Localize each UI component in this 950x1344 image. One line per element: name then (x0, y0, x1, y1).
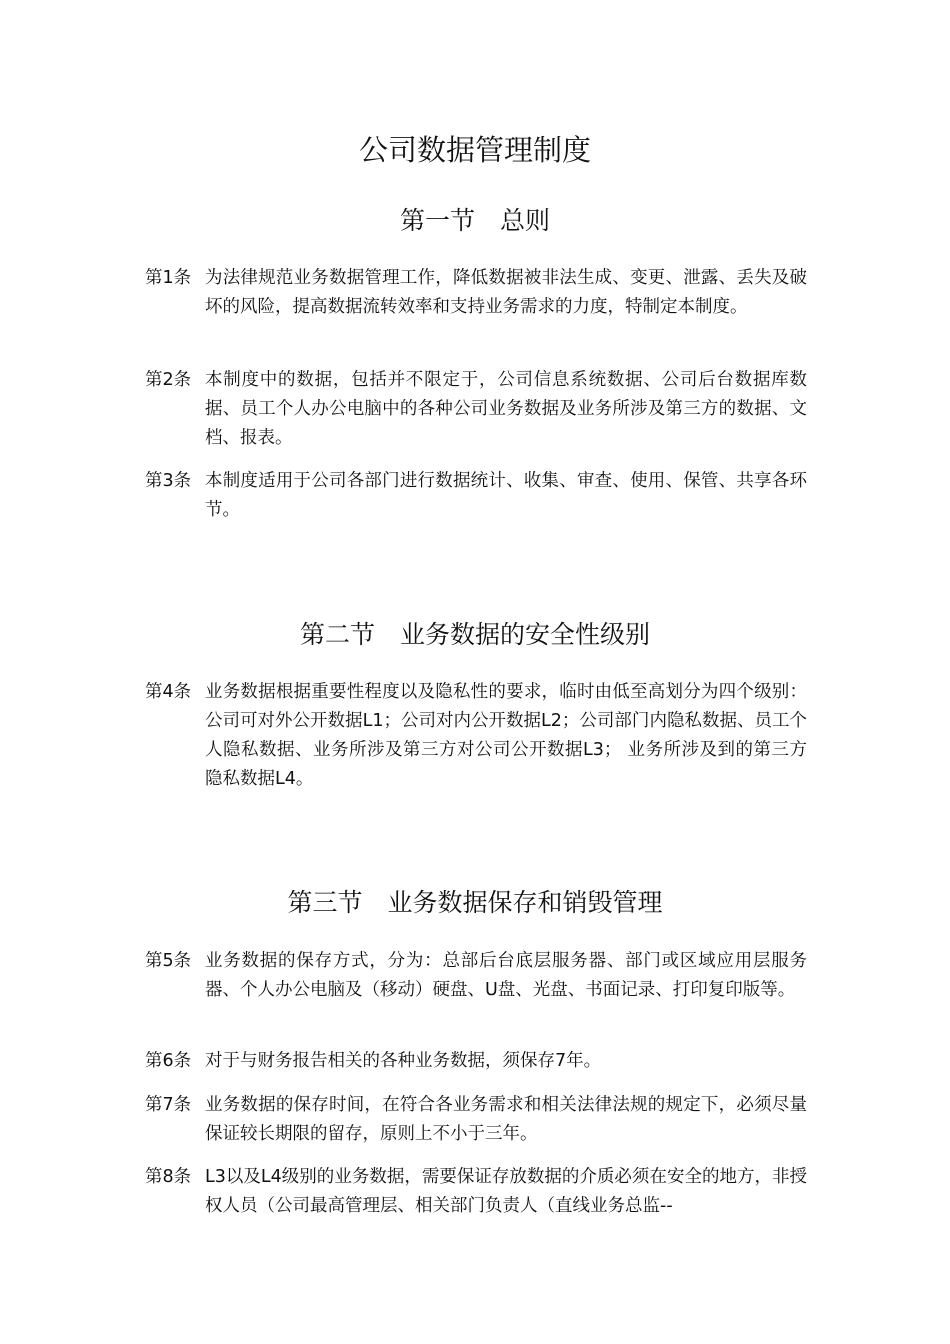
section-heading-3: 第三节 业务数据保存和销毁管理 (287, 888, 663, 917)
article-1 (145, 264, 807, 322)
article-number: 第8条 (145, 1167, 192, 1187)
article-text: 本制度中的数据，包括并不限定于，公司信息系统数据、公司后台数据库数据、员工个人办公电脑中的各种公司业务数据及业务所涉及第三方的数据、文档、报表。 (205, 370, 807, 448)
article-number: 第5条 (145, 951, 192, 971)
article-number: 第4条 (145, 682, 192, 702)
article-5 (145, 947, 807, 1005)
article-text: 业务数据的保存方式，分为：总部后台底层服务器、部门或区域应用层服务器、个人办公电脑及（移动）硬盘、U盘、光盘、书面记录、打印复印版等。 (205, 951, 807, 1000)
article-text: 本制度适用于公司各部门进行数据统计、收集、审查、使用、保管、共享各环节。 (205, 471, 807, 520)
article-number: 第7条 (145, 1095, 192, 1115)
section-heading-1: 第一节 总则 (399, 206, 550, 235)
article-2 (145, 366, 807, 453)
article-text: L3以及L4级别的业务数据，需要保证存放数据的介质必须在安全的地方，非授权人员（公司最高管理层、相关部门负责人（直线业务总监-- (205, 1167, 807, 1216)
article-8 (145, 1163, 807, 1221)
article-number: 第1条 (145, 268, 192, 288)
article-4 (145, 678, 807, 794)
article-number: 第2条 (145, 370, 192, 390)
article-3 (145, 467, 807, 525)
article-7 (145, 1091, 807, 1149)
document-title: 公司数据管理制度 (358, 133, 591, 167)
article-6 (145, 1047, 807, 1076)
article-text: 对于与财务报告相关的各种业务数据，须保存7年。 (205, 1051, 602, 1071)
article-text: 业务数据的保存时间，在符合各业务需求和相关法律法规的规定下，必须尽量保证较长期限的留存，原则上不小于三年。 (205, 1095, 807, 1144)
article-text: 为法律规范业务数据管理工作，降低数据被非法生成、变更、泄露、丢失及破坏的风险，提高数据流转效率和支持业务需求的力度，特制定本制度。 (205, 268, 807, 317)
article-number: 第6条 (145, 1051, 192, 1071)
article-text: 业务数据根据重要性程度以及隐私性的要求，临时由低至高划分为四个级别：公司可对外公开数据L1；公司对内公开数据L2；公司部门内隐私数据、员工个人隐私数据、业务所涉及第三方对公司公开数据L3； 业务所涉及到的第三方隐私数据L4。 (205, 682, 807, 789)
section-heading-2: 第二节 业务数据的安全性级别 (299, 620, 650, 649)
article-number: 第3条 (145, 471, 192, 491)
